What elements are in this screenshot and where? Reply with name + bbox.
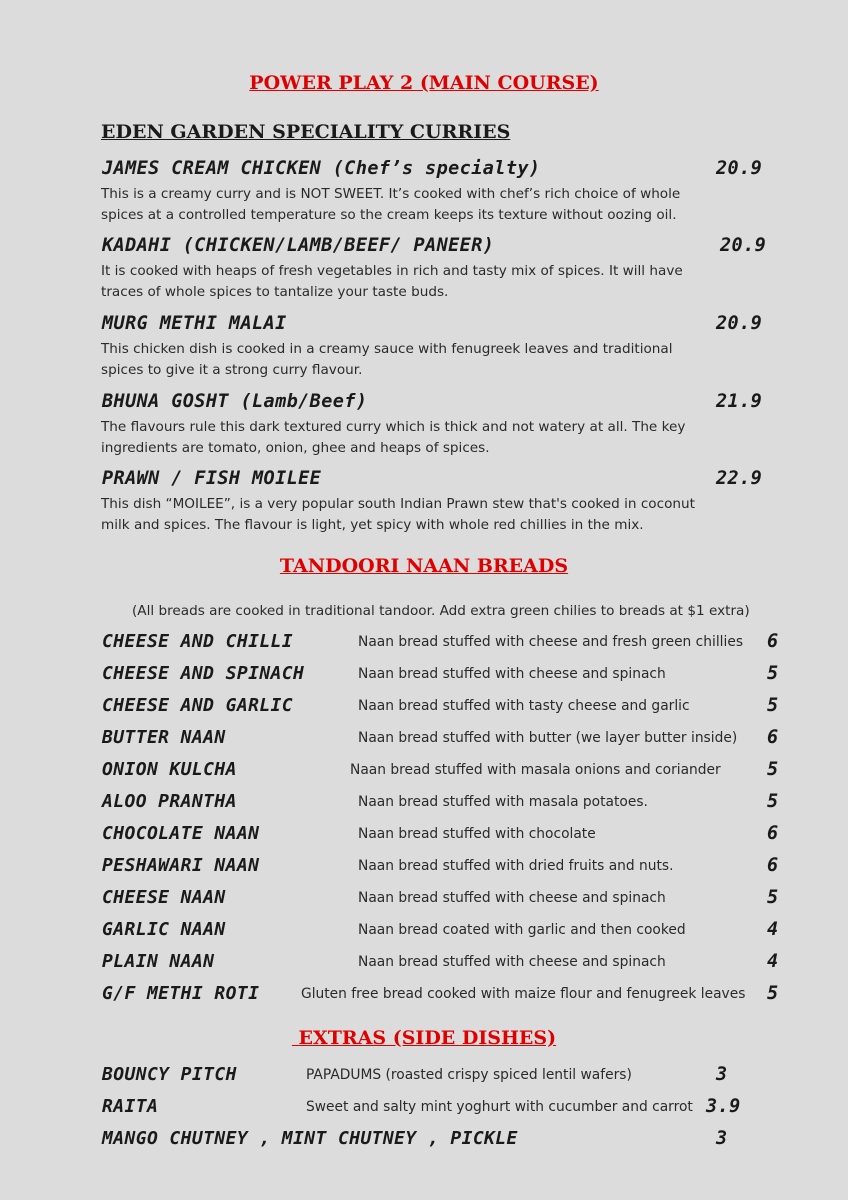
- naan-name: CHEESE AND SPINACH: [102, 663, 305, 684]
- naan-price: 6: [767, 855, 779, 876]
- extra-description: PAPADUMS (roasted crispy spiced lentil wafers): [306, 1067, 632, 1083]
- naan-price: 5: [767, 695, 779, 716]
- curry-description: This chicken dish is cooked in a creamy sauce with fenugreek leaves and traditional spices to give it a strong curry flavour.: [101, 341, 673, 378]
- naan-name: CHEESE NAAN: [102, 887, 226, 908]
- naan-price: 6: [767, 727, 779, 748]
- naan-name: BUTTER NAAN: [102, 727, 226, 748]
- curry-name: BHUNA GOSHT (Lamb/Beef): [102, 391, 368, 412]
- curry-name: KADAHI (CHICKEN/LAMB/BEEF/ PANEER): [102, 235, 495, 256]
- naan-price: 6: [767, 631, 779, 652]
- naan-name: CHEESE AND GARLIC: [102, 695, 294, 716]
- curry-name: JAMES CREAM CHICKEN (Chef’s specialty): [102, 158, 541, 179]
- curry-description: The flavours rule this dark textured curry which is thick and not watery at all. The key ingredients are tomato, onion, ghee and heaps of spices.: [101, 419, 686, 456]
- naan-description: Naan bread coated with garlic and then cooked: [358, 922, 686, 938]
- naan-price: 4: [767, 951, 779, 972]
- curry-description: It is cooked with heaps of fresh vegetables in rich and tasty mix of spices. It will have traces of whole spices to tantalize your taste buds.: [101, 263, 683, 300]
- naan-description: Naan bread stuffed with cheese and spinach: [358, 954, 666, 970]
- naan-section-title: TANDOORI NAAN BREADS: [279, 555, 569, 577]
- extra-name: BOUNCY PITCH: [102, 1064, 237, 1085]
- extra-name: MANGO CHUTNEY , MINT CHUTNEY , PICKLE: [102, 1128, 518, 1149]
- extra-price: 3: [716, 1128, 728, 1149]
- curry-price: 20.9: [720, 235, 767, 256]
- curry-price: 20.9: [716, 313, 763, 334]
- page-title: POWER PLAY 2 (MAIN COURSE): [249, 72, 599, 94]
- naan-name: ALOO PRANTHA: [102, 791, 237, 812]
- naan-name: PESHAWARI NAAN: [102, 855, 260, 876]
- naan-description: Gluten free bread cooked with maize flour and fenugreek leaves: [301, 986, 746, 1002]
- naan-description: Naan bread stuffed with cheese and spinach: [358, 666, 666, 682]
- curry-name: MURG METHI MALAI: [102, 313, 287, 334]
- extras-section-title: EXTRAS (SIDE DISHES): [291, 1027, 557, 1049]
- naan-description: Naan bread stuffed with cheese and fresh green chillies: [358, 634, 744, 650]
- curries-section-title: EDEN GARDEN SPECIALITY CURRIES: [101, 121, 511, 143]
- naan-name: CHEESE AND CHILLI: [102, 631, 294, 652]
- naan-description: Naan bread stuffed with butter (we layer butter inside): [358, 730, 738, 746]
- naan-price: 6: [767, 823, 779, 844]
- naan-description: Naan bread stuffed with tasty cheese and garlic: [358, 698, 690, 714]
- naan-description: Naan bread stuffed with dried fruits and nuts.: [358, 858, 674, 874]
- curry-description: This dish “MOILEE”, is a very popular south Indian Prawn stew that's cooked in coconut milk and spices. The flavour is light, yet spicy with whole red chillies in the mix.: [101, 496, 695, 533]
- curry-price: 20.9: [716, 158, 763, 179]
- extra-description: Sweet and salty mint yoghurt with cucumber and carrot: [306, 1099, 693, 1115]
- naan-name: GARLIC NAAN: [102, 919, 226, 940]
- extra-price: 3.9: [706, 1096, 741, 1117]
- naan-description: Naan bread stuffed with cheese and spinach: [358, 890, 666, 906]
- naan-price: 5: [767, 887, 779, 908]
- naan-name: ONION KULCHA: [102, 759, 237, 780]
- naan-price: 4: [767, 919, 779, 940]
- naan-name: CHOCOLATE NAAN: [102, 823, 260, 844]
- naan-price: 5: [767, 663, 779, 684]
- extra-name: RAITA: [102, 1096, 159, 1117]
- naan-name: G/F METHI ROTI: [102, 983, 260, 1004]
- naan-price: 5: [767, 759, 779, 780]
- naan-price: 5: [767, 983, 779, 1004]
- extra-price: 3: [716, 1064, 728, 1085]
- naan-note: (All breads are cooked in traditional tandoor. Add extra green chilies to breads at $1 extra): [132, 603, 750, 619]
- curry-name: PRAWN / FISH MOILEE: [102, 468, 322, 489]
- naan-price: 5: [767, 791, 779, 812]
- naan-description: Naan bread stuffed with masala potatoes.: [358, 794, 648, 810]
- naan-description: Naan bread stuffed with chocolate: [358, 826, 596, 842]
- curry-price: 22.9: [716, 468, 763, 489]
- naan-name: PLAIN NAAN: [102, 951, 215, 972]
- curry-description: This is a creamy curry and is NOT SWEET. It’s cooked with chef’s rich choice of whole spices at a controlled temperature so the cream keeps its texture without oozing oil.: [101, 186, 681, 223]
- naan-description: Naan bread stuffed with masala onions and coriander: [350, 762, 721, 778]
- curry-price: 21.9: [716, 391, 763, 412]
